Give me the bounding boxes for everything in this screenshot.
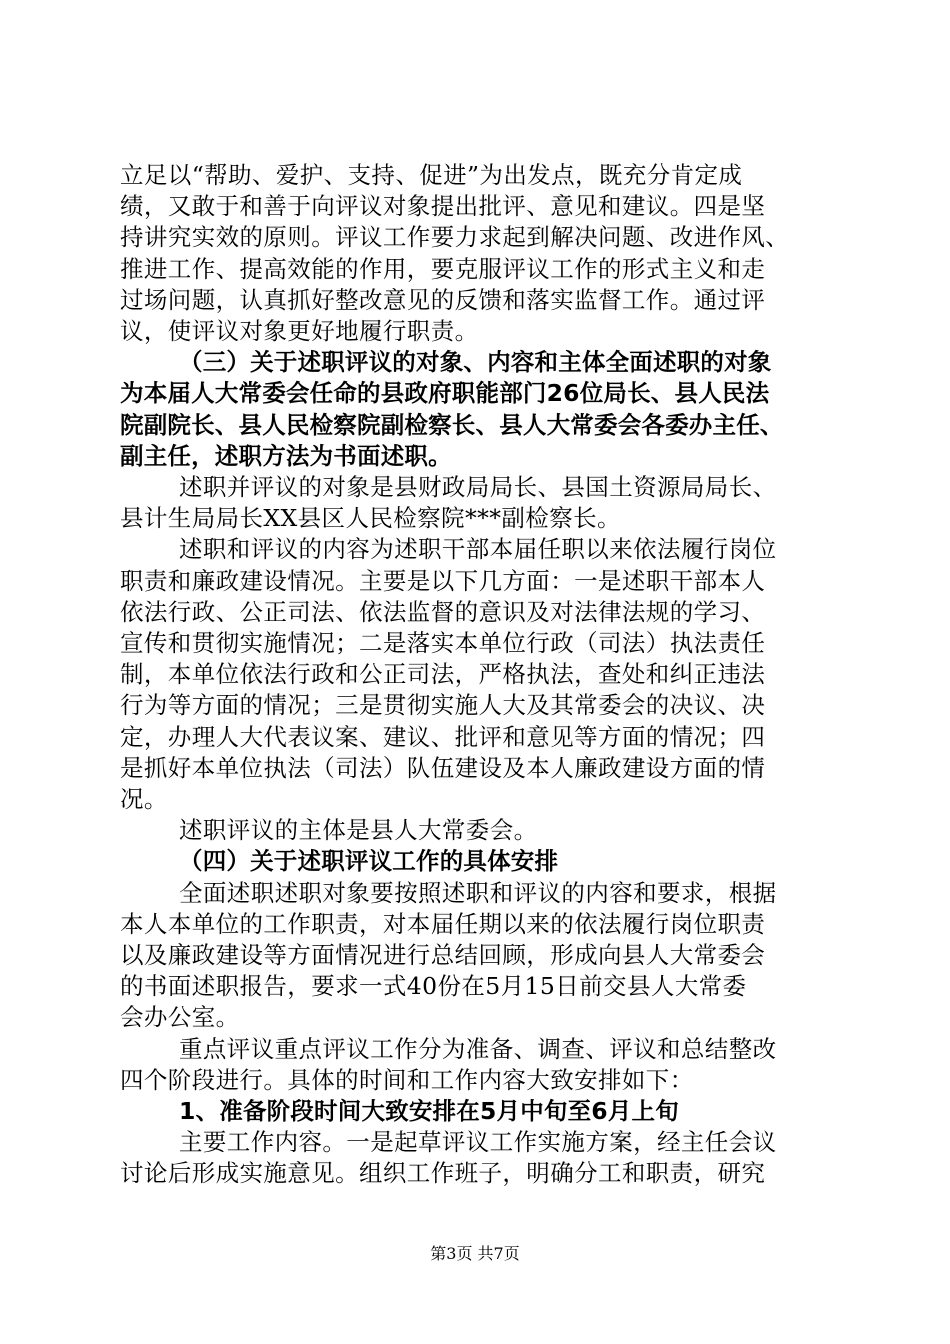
heading-text-line: 院副院长、县人民检察院副检察长、县人大常委会各委办主任、 <box>120 410 784 439</box>
body-text-line: 立足以“帮助、爱护、支持、促进”为出发点，既充分肯定成 <box>120 161 743 189</box>
body-text-line: 行为等方面的情况；三是贯彻实施人大及其常委会的决议、决 <box>120 691 766 720</box>
body-text-line: 的书面述职报告，要求一式40份在5月15日前交县人大常委 <box>120 972 747 1001</box>
body-text-line: 职责和廉政建设情况。主要是以下几方面：一是述职干部本人 <box>120 566 766 595</box>
heading-text-line: 1、准备阶段时间大致安排在5月中旬至6月上旬 <box>179 1097 679 1125</box>
body-text-line: 议，使评议对象更好地履行职责。 <box>120 317 479 345</box>
body-text-line: 本人本单位的工作职责，对本届任期以来的依法履行岗位职责 <box>120 909 766 938</box>
body-text-line: 定，办理人大代表议案、建议、批评和意见等方面的情况；四 <box>120 722 766 751</box>
body-text-line: 依法行政、公正司法、依法监督的意识及对法律法规的学习、 <box>120 597 766 626</box>
body-text-line: 述职评议的主体是县人大常委会。 <box>179 816 538 845</box>
page-number-footer: 第3页 共7页 <box>430 1244 520 1263</box>
body-text-line: 四个阶段进行。具体的时间和工作内容大致安排如下： <box>120 1065 694 1094</box>
body-text-line: 持讲究实效的原则。评议工作要力求起到解决问题、改进作风、 <box>120 223 790 252</box>
body-text-line: 县计生局局长XX县区人民检察院***副检察长。 <box>120 504 621 533</box>
body-text-line: 讨论后形成实施意见。组织工作班子，明确分工和职责，研究 <box>120 1159 766 1188</box>
body-text-line: 过场问题，认真抓好整改意见的反馈和落实监督工作。通过评 <box>120 285 766 314</box>
body-text-line: 是抓好本单位执法（司法）队伍建设及本人廉政建设方面的情 <box>120 753 766 782</box>
heading-text-line: （三）关于述职评议的对象、内容和主体全面述职的对象 <box>179 348 772 377</box>
body-text-line: 制，本单位依法行政和公正司法，严格执法，查处和纠正违法 <box>120 660 766 689</box>
body-text-line: 全面述职述职对象要按照述职和评议的内容和要求，根据 <box>179 878 777 907</box>
body-text-line: 述职并评议的对象是县财政局局长、县国土资源局局长、 <box>179 473 777 501</box>
body-text-line: 主要工作内容。一是起草评议工作实施方案，经主任会议 <box>179 1128 777 1157</box>
body-text-line: 宣传和贯彻实施情况；二是落实本单位行政（司法）执法责任 <box>120 629 766 657</box>
body-text-line: 况。 <box>120 785 168 813</box>
heading-text-line: 副主任，述职方法为书面述职。 <box>120 441 452 470</box>
body-text-line: 推进工作、提高效能的作用，要克服评议工作的形式主义和走 <box>120 254 766 283</box>
body-text-line: 述职和评议的内容为述职干部本届任职以来依法履行岗位 <box>179 535 777 564</box>
heading-text-line: （四）关于述职评议工作的具体安排 <box>179 847 559 876</box>
body-text-line: 以及廉政建设等方面情况进行总结回顾，形成向县人大常委会 <box>120 941 766 969</box>
heading-text-line: 为本届人大常委会任命的县政府职能部门26位局长、县人民法 <box>120 379 770 408</box>
body-text-line: 重点评议重点评议工作分为准备、调查、评议和总结整改 <box>179 1034 777 1063</box>
body-text-line: 绩，又敢于和善于向评议对象提出批评、意见和建议。四是坚 <box>120 192 766 221</box>
body-text-line: 会办公室。 <box>120 1003 240 1032</box>
